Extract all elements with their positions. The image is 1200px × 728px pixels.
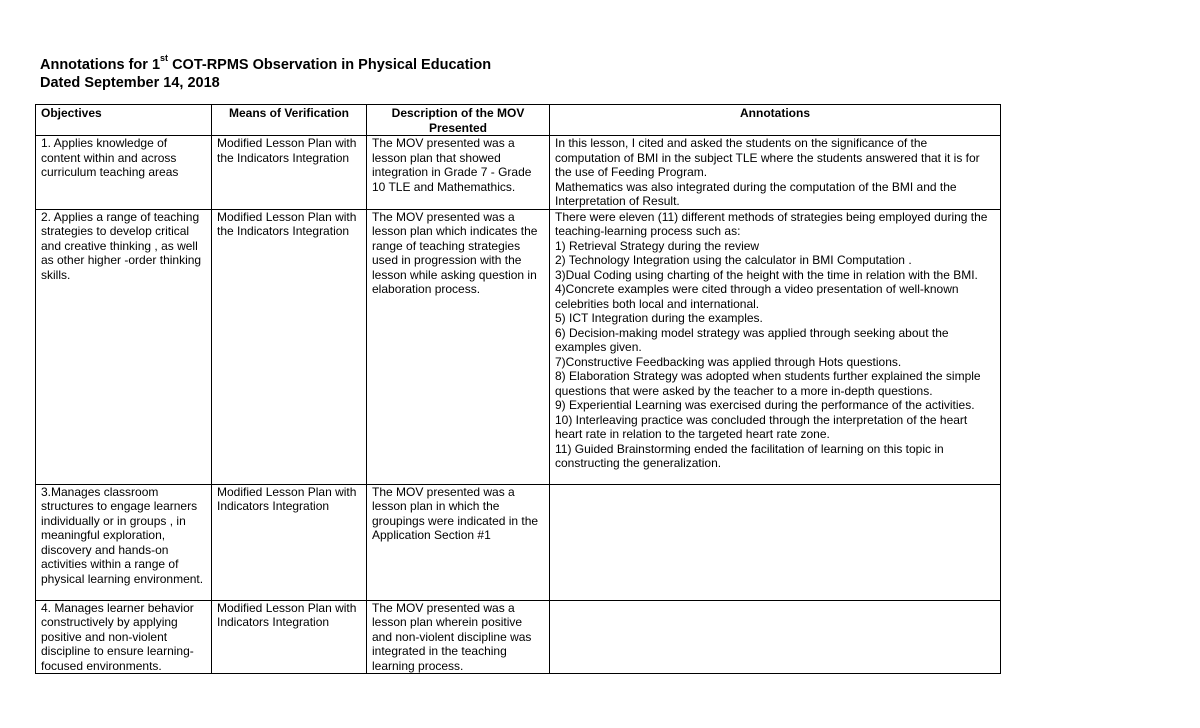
document-date: Dated September 14, 2018 [40,75,220,91]
objective-cell: 1. Applies knowledge of content within and across curriculum teaching areas [36,136,212,210]
annotations-cell [550,209,1001,484]
means-cell: Modified Lesson Plan with the Indicators Integration [212,136,367,210]
annotation-line: 8) Elaboration Strategy was adopted when students further explained the simple questions that were asked by the teacher to a more in-depth questions. [555,369,981,398]
annotations-table [35,104,1001,674]
objective-cell: 3.Manages classroom structures to engage learners individually or in groups , in meaningful exploration, discovery and hands-on activities within a range of physical learning environment. [36,484,212,600]
description-cell: The MOV presented was a lesson plan that showed integration in Grade 7 - Grade 10 TLE and Mathemathics. [367,136,550,210]
annotation-line: 10) Interleaving practice was concluded through the interpretation of the heart heart rate in relation to the targeted heart rate zone. [555,412,968,441]
title-superscript: st [160,53,169,64]
title-suffix: COT-RPMS Observation in Physical Education [168,57,492,73]
annotations-cell [550,600,1001,674]
header-means-of-verification: Means of Verification [212,105,367,136]
means-cell: Modified Lesson Plan with Indicators Integration [212,600,367,674]
annotations-cell [550,136,1001,210]
annotation-line: 11) Guided Brainstorming ended the facilitation of learning on this topic in constructing the generalization. [555,441,944,470]
document-title [40,53,492,74]
annotation-line: In this lesson, I cited and asked the students on the significance of the computation of BMI in the subject TLE where the students answered that it is for the use of Feeding Program. [555,136,980,179]
annotation-line: 9) Experiential Learning was exercised during the performance of the activities. [555,398,975,412]
objective-cell: 2. Applies a range of teaching strategies to develop critical and creative thinking , as well as other higher -order thinking skills. [36,209,212,484]
annotations-cell [550,484,1001,600]
table-row [36,484,1001,600]
table-row [36,209,1001,484]
annotation-line: 1) Retrieval Strategy during the review [555,238,760,253]
description-cell: The MOV presented was a lesson plan in which the groupings were indicated in the Application Section #1 [367,484,550,600]
annotation-line: 6) Decision-making model strategy was applied through seeking about the examples given. [555,325,949,354]
header-description: Description of the MOV Presented [367,105,550,136]
means-cell: Modified Lesson Plan with Indicators Integration [212,484,367,600]
objective-cell: 4. Manages learner behavior constructively by applying positive and non-violent discipline to ensure learning-focused environments. [36,600,212,674]
description-cell: The MOV presented was a lesson plan which indicates the range of teaching strategies used in progression with the lesson while asking question in elaboration process. [367,209,550,484]
annotation-line: 2) Technology Integration using the calculator in BMI Computation . [555,253,912,267]
means-cell: Modified Lesson Plan with the Indicators Integration [212,209,367,484]
table-row [36,600,1001,674]
annotation-line: 5) ICT Integration during the examples. [555,311,763,325]
annotation-line: There were eleven (11) different methods of strategies being employed during the teaching-learning process such as: [555,209,988,238]
annotation-line: 3)Dual Coding using charting of the height with the time in relation with the BMI. [555,267,978,282]
annotation-line: 4)Concrete examples were cited through a video presentation of well-known celebrities both local and international. [555,282,959,311]
header-objectives: Objectives [36,105,212,136]
title-prefix: Annotations for 1 [40,57,161,73]
table-header-row [36,105,1001,136]
header-annotations: Annotations [550,105,1001,136]
table-row [36,136,1001,210]
annotation-line: 7)Constructive Feedbacking was applied through Hots questions. [555,354,902,369]
annotation-line: Mathematics was also integrated during the computation of the BMI and the Interpretation of Result. [555,179,957,208]
description-cell: The MOV presented was a lesson plan wherein positive and non-violent discipline was integrated in the teaching learning process. [367,600,550,674]
